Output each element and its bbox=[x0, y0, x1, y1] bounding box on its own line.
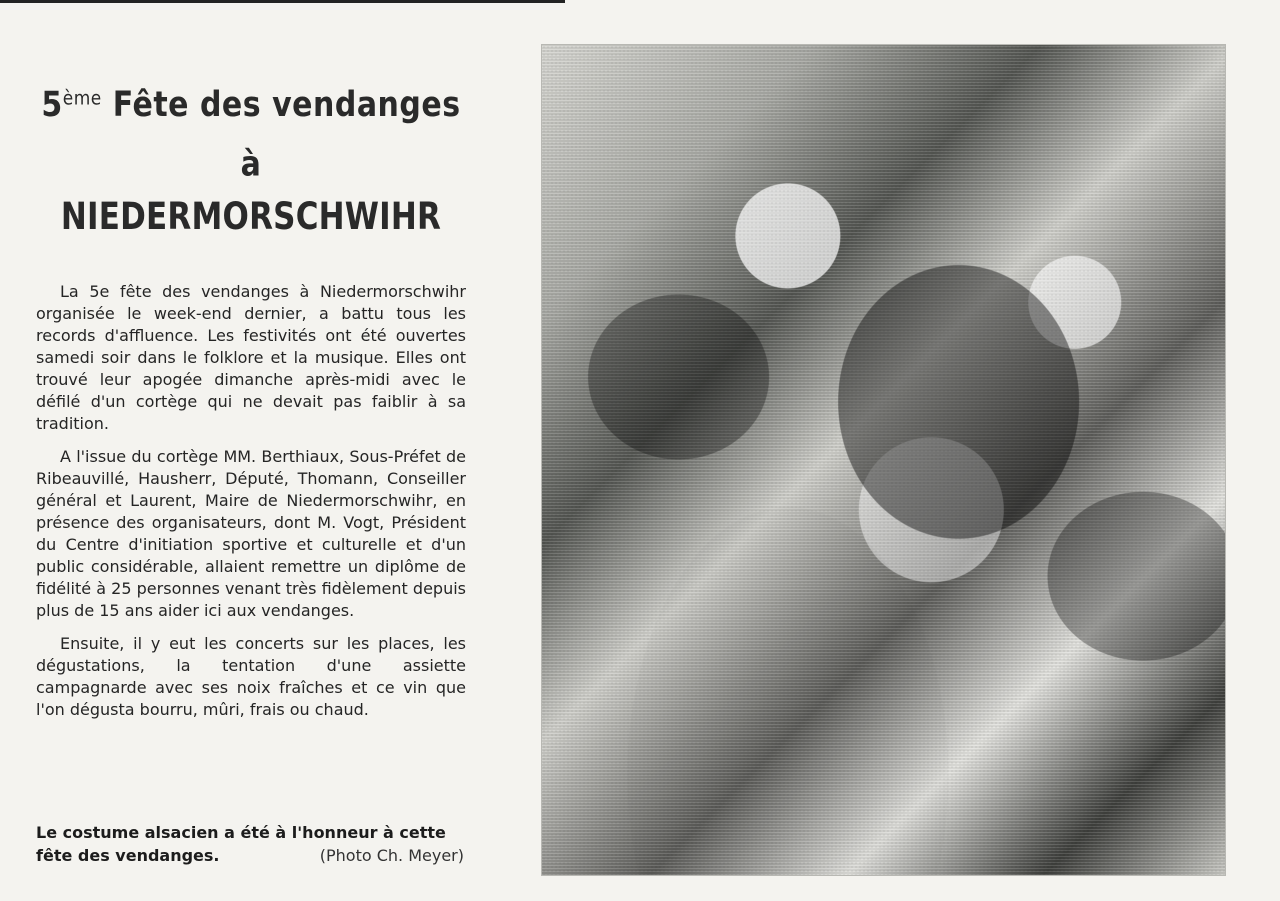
photo-credit: (Photo Ch. Meyer) bbox=[319, 846, 464, 865]
headline-number: 5 bbox=[41, 85, 63, 126]
article-body bbox=[36, 281, 466, 721]
headline-superscript: ème bbox=[62, 87, 102, 111]
article-paragraph-1: La 5e fête des vendanges à Niedermorschwihr organisée le week-end dernier, a battu tous les records d'affluence. Les festivités ont été ouvertes samedi soir dans le folklore et la musique. Elles ont trouvé leur apogée dimanche après-midi avec le défilé d'un cortège qui ne devait pas faiblir à sa tradition. bbox=[36, 282, 466, 434]
halftone-photo bbox=[541, 44, 1226, 876]
article-paragraph-3: Ensuite, il y eut les concerts sur les places, les dégustations, la tentation d'une assiette campagnarde avec ses noix fraîches et ce vin que l'on dégusta bourru, mûri, frais ou chaud. bbox=[36, 634, 466, 720]
photo-caption bbox=[36, 821, 464, 867]
article-paragraph-2: A l'issue du cortège MM. Berthiaux, Sous-Préfet de Ribeauvillé, Hausherr, Député, Thomann, Conseiller général et Laurent, Maire de Niedermorschwihr, en présence des organisateurs, dont M. Vogt, Président du Centre d'initiation sportive et culturelle et d'un public considérable, allaient remettre un diplôme de fidélité à 25 personnes venant très fidèlement depuis plus de 15 ans aider ici aux vendanges. bbox=[36, 447, 466, 621]
article-headline bbox=[36, 77, 466, 243]
headline-line-2: NIEDERMORSCHWIHR bbox=[60, 195, 442, 240]
top-rule bbox=[0, 0, 565, 3]
headline-line-1 bbox=[36, 69, 466, 196]
article bbox=[36, 56, 466, 732]
caption-text: Le costume alsacien a été à l'honneur à cette fête des vendanges. bbox=[36, 823, 446, 865]
headline-text: Fête des vendanges à bbox=[112, 85, 461, 186]
